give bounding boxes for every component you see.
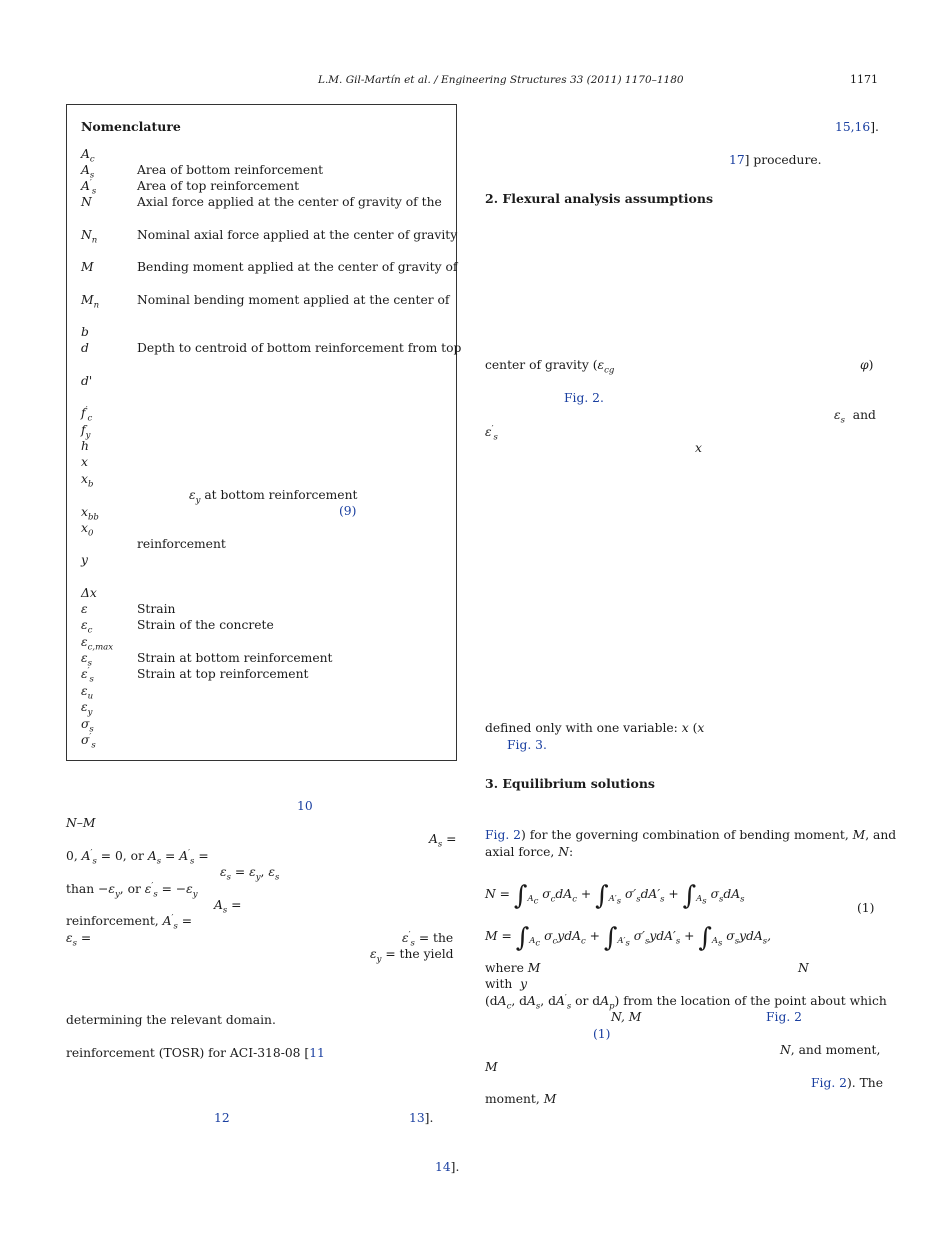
text-ref-14 — [435, 1159, 459, 1175]
ref-17-tail: ] procedure. — [744, 153, 822, 167]
fig-2-link-b[interactable]: Fig. 2 — [766, 1010, 802, 1024]
nom-sym-d: d — [81, 341, 89, 355]
nom-sym-eps-y: $\varepsilon_y$ — [81, 700, 93, 718]
nom-sym-eps-c: $\varepsilon_c$ — [81, 618, 93, 636]
fig-2-ref-link[interactable]: Fig. 2 — [485, 828, 521, 842]
text-reinforcement-as: reinforcement, $A'_s$ = — [66, 912, 193, 932]
nom-desc-ey-bottom: $\varepsilon_y$ at bottom reinforcement — [189, 488, 358, 506]
text-fig2-the — [811, 1075, 883, 1091]
text-defined: defined only with one variable: x (x — [485, 721, 705, 735]
nom-desc-mn: Nominal bending moment applied at the center of — [137, 293, 450, 307]
fig-2-link-c[interactable]: Fig. 2 — [811, 1076, 847, 1090]
text-n-and-moment: N, and moment, — [780, 1043, 881, 1057]
nom-sym-sigma-s-prime: $\sigma'_s$ — [81, 731, 96, 751]
text-than: than $-\varepsilon_y$, or $\varepsilon'_s = -\varepsilon_y$ — [66, 880, 198, 900]
text-from-location: ($dA_c$, $dA_s$, $dA'_s$ or $dA_p$) from the location of the point about which — [485, 992, 887, 1012]
refs-15-16-link[interactable]: 15,16 — [835, 120, 871, 134]
nom-sym-d-prime: d' — [81, 374, 93, 388]
text-m-alone: M — [485, 1060, 498, 1074]
tosr-text: reinforcement (TOSR) for ACI-318-08 [ — [66, 1046, 310, 1060]
nom-sym-x0: $x_0$ — [81, 521, 94, 539]
text-n-m: N–M — [66, 816, 96, 830]
nom-sym-m: M — [81, 260, 94, 274]
nom-desc-eps-c: Strain of the concrete — [137, 618, 274, 632]
refs-15-16-tail: ]. — [870, 120, 879, 134]
nom-sym-as-prime: $A'_s$ — [81, 177, 97, 197]
nom-desc-n: Axial force applied at the center of gravity of the — [137, 195, 442, 209]
text-zero-line: 0, $A'_s = 0$, or $A_s = A'_s$ = — [66, 847, 209, 867]
eq-1-link[interactable]: (1) — [593, 1027, 611, 1041]
text-phi: φ) — [860, 358, 874, 372]
text-n-m-ref: N, M — [611, 1010, 642, 1024]
nom-desc-as: Area of bottom reinforcement — [137, 163, 324, 177]
section-3-title: 3. Equilibrium solutions — [485, 776, 655, 791]
text-axial: axial force, N: — [485, 845, 574, 859]
equation-n: $N = \int_{A_c}$ $\sigma_cdA_c + \int_{A'_s}$ $\sigma'_sdA'_s + \int_{A_s}$ $\sigma_sdA_s$ — [485, 881, 745, 911]
text-ref-17 — [729, 152, 822, 168]
fig-2-link[interactable]: Fig. 2. — [564, 391, 604, 405]
ref-11-link[interactable]: 11 — [309, 1046, 325, 1060]
equation-m: $M = \int_{A_c}$ $\sigma_cydA_c + \int_{A'_s}$ $\sigma'_sydA'_s + \int_{A_s}$ $\sigma_sydA_s$, — [485, 923, 772, 953]
nom-desc-as-prime: Area of top reinforcement — [137, 179, 300, 193]
text-moment-m: moment, M — [485, 1092, 557, 1106]
nom-sym-eps-u: $\varepsilon_u$ — [81, 684, 94, 702]
text-es-and: $\varepsilon_s$ and — [834, 408, 876, 426]
nom-sym-eps-c-max: $\varepsilon_{c,max}$ — [81, 635, 113, 653]
fig-3-link[interactable]: Fig. 3. — [507, 738, 547, 752]
text-x: x — [695, 441, 702, 455]
nom-eq-9-link[interactable]: (9) — [339, 504, 357, 518]
nom-sym-fy: $f_y$ — [81, 423, 91, 441]
nom-desc-nn: Nominal axial force applied at the center of gravity — [137, 228, 458, 242]
ref-13-tail: ]. — [424, 1111, 434, 1125]
nom-sym-xb: $x_b$ — [81, 472, 94, 490]
nom-sym-mn: $M_n$ — [81, 293, 100, 311]
ref-13-link[interactable]: 13 — [409, 1111, 425, 1125]
text-as-eq: $A_s$ = — [429, 832, 457, 850]
the-tail: ). The — [846, 1076, 883, 1090]
nom-sym-n: N — [81, 195, 92, 209]
ref-10-link[interactable]: 10 — [297, 799, 313, 813]
text-center-of-gravity: center of gravity ($\varepsilon_{cg}$ — [485, 358, 615, 376]
nom-sym-nn: $N_n$ — [81, 228, 98, 246]
nom-sym-h: h — [81, 439, 89, 453]
text-determining: determining the relevant domain. — [66, 1013, 276, 1027]
text-where-n: N — [798, 961, 809, 975]
nom-sym-eps: ε — [81, 602, 88, 616]
text-ref-13 — [409, 1110, 433, 1126]
nom-desc-eps-s: Strain at bottom reinforcement — [137, 651, 333, 665]
nom-desc-eps: Strain — [137, 602, 176, 616]
text-esp: $\varepsilon'_s$ — [485, 423, 498, 443]
running-title: L.M. Gil-Martín et al. / Engineering Structures 33 (2011) 1170–1180 — [318, 74, 684, 86]
nom-sym-b: b — [81, 325, 89, 339]
equation-number: (1) — [857, 901, 875, 915]
text-es-eq: $\varepsilon_s$ = — [66, 931, 92, 949]
nom-sym-ac: $A_c$ — [81, 147, 95, 165]
text-governing: Fig. 2) for the governing combination of bending moment, M, and — [485, 828, 897, 842]
nom-desc-d: Depth to centroid of bottom reinforcement from top — [137, 341, 462, 355]
nom-sym-as: $A_s$ — [81, 163, 95, 181]
text-ey-yield: $\varepsilon_y$ = the yield — [370, 947, 454, 965]
text-tosr — [66, 1045, 325, 1061]
ref-14-link[interactable]: 14 — [435, 1160, 451, 1174]
text-where-m: where M — [485, 961, 541, 975]
text-refs-15-16 — [835, 119, 879, 135]
ref-17-link[interactable]: 17 — [729, 153, 745, 167]
text-as-eq-2: $A_s$ = — [214, 898, 242, 916]
nom-sym-eps-s-prime: $\varepsilon'_s$ — [81, 665, 94, 685]
page-number: 1171 — [850, 73, 878, 86]
text-with-y: with y — [485, 977, 528, 991]
ref-14-tail: ]. — [450, 1160, 460, 1174]
nom-desc-m: Bending moment applied at the center of gravity of — [137, 260, 458, 274]
nom-sym-fc-prime: $f'_c$ — [81, 404, 93, 424]
text-es-ey: $\varepsilon_s = \varepsilon_y$, $\varepsilon_s$ — [220, 865, 280, 883]
nom-sym-y: y — [81, 553, 88, 567]
section-2-title: 2. Flexural analysis assumptions — [485, 191, 713, 206]
nom-sym-xbb: $x_{bb}$ — [81, 505, 99, 523]
nomenclature-title: Nomenclature — [81, 119, 181, 134]
text-esp-the: $\varepsilon'_s$ = the — [402, 929, 454, 949]
nom-sym-x: x — [81, 455, 88, 469]
nom-sym-sigma-s: $\sigma_s$ — [81, 717, 94, 735]
nom-desc-eps-s-prime: Strain at top reinforcement — [137, 667, 309, 681]
nom-sym-delta-x: Δx — [81, 586, 97, 600]
nom-desc-reinforcement: reinforcement — [137, 537, 226, 551]
nom-sym-eps-s: $\varepsilon_s$ — [81, 651, 92, 669]
ref-12-link[interactable]: 12 — [214, 1111, 230, 1125]
